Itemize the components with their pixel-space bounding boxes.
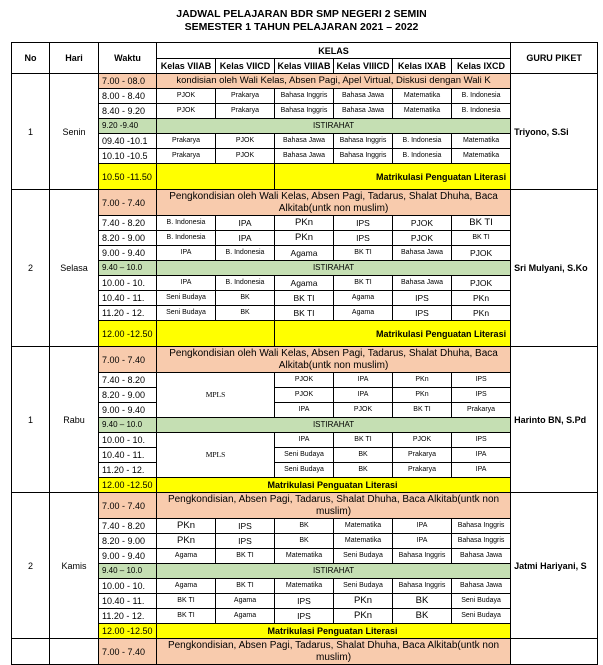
time-cell: 8.20 - 9.00 [99, 388, 157, 403]
subject-cell: Prakarya [157, 134, 216, 149]
subject-cell: IPS [216, 534, 275, 549]
subject-cell: BK TI [452, 216, 511, 231]
time-cell: 9.40 – 10.0 [99, 418, 157, 433]
subject-cell: BK TI [452, 231, 511, 246]
subject-cell: Bahasa Jawa [334, 89, 393, 104]
table-row [12, 448, 598, 463]
subject-cell: Bahasa Inggris [275, 89, 334, 104]
table-row [12, 164, 598, 190]
time-cell: 09.40 -10.1 [99, 134, 157, 149]
subject-cell: BK TI [216, 549, 275, 564]
day-number [12, 639, 50, 665]
day-name [50, 639, 99, 665]
time-cell: 9.00 - 9.40 [99, 246, 157, 261]
subject-cell: PKn [157, 519, 216, 534]
header-hari: Hari [50, 43, 99, 74]
day-name: Selasa [50, 190, 99, 347]
mpls-cell: MPLS [157, 433, 275, 478]
break-cell: ISTIRAHAT [157, 564, 511, 579]
day-name: Senin [50, 74, 99, 190]
subject-cell: B. Indonesia [452, 89, 511, 104]
header-class: Kelas VIICD [216, 59, 275, 74]
literacy-cell: Matrikulasi Penguatan Literasi [275, 164, 511, 190]
subject-cell: Matematika [393, 89, 452, 104]
subject-cell: IPA [334, 388, 393, 403]
time-cell: 7.00 - 08.0 [99, 74, 157, 89]
subject-cell: PJOK [216, 149, 275, 164]
guru-piket [511, 639, 598, 665]
schedule-subtitle: SEMESTER 1 TAHUN PELAJARAN 2021 – 2022 [184, 21, 419, 33]
time-cell: 12.00 -12.50 [99, 321, 157, 347]
subject-cell: Seni Budaya [275, 463, 334, 478]
subject-cell: IPA [334, 373, 393, 388]
table-row [12, 216, 598, 231]
subject-cell: Bahasa Inggris [393, 579, 452, 594]
time-cell: 7.00 - 7.40 [99, 493, 157, 519]
literacy-cell: Matrikulasi Penguatan Literasi [157, 624, 511, 639]
time-cell: 12.00 -12.50 [99, 478, 157, 493]
subject-cell: PKn [452, 306, 511, 321]
subject-cell: Seni Budaya [452, 609, 511, 624]
subject-cell: PKn [157, 534, 216, 549]
subject-cell: PKn [275, 216, 334, 231]
subject-cell: BK [216, 306, 275, 321]
subject-cell: IPS [275, 594, 334, 609]
day-number: 1 [12, 74, 50, 190]
table-row [12, 306, 598, 321]
table-row [12, 463, 598, 478]
subject-cell: IPA [275, 433, 334, 448]
guru-piket: Jatmi Hariyani, S [511, 493, 598, 639]
subject-cell: PJOK [393, 216, 452, 231]
time-cell: 9.20 -9.40 [99, 119, 157, 134]
subject-cell: IPS [334, 231, 393, 246]
table-row [12, 89, 598, 104]
subject-cell: PKn [275, 231, 334, 246]
subject-cell: IPA [393, 519, 452, 534]
table-row [12, 149, 598, 164]
activity-cell: kondisian oleh Wali Kelas, Absen Pagi, Apel Virtual, Diskusi dengan Wali K [157, 74, 511, 89]
header-guru-piket: GURU PIKET [511, 43, 598, 74]
subject-cell: IPA [157, 276, 216, 291]
subject-cell: B. Indonesia [216, 246, 275, 261]
subject-cell: Bahasa Jawa [452, 549, 511, 564]
header-waktu: Waktu [99, 43, 157, 74]
table-row [12, 624, 598, 639]
time-cell: 11.20 - 12. [99, 306, 157, 321]
subject-cell: IPA [452, 448, 511, 463]
table-row [12, 119, 598, 134]
subject-cell: Seni Budaya [334, 549, 393, 564]
blank-cell [157, 164, 275, 190]
subject-cell: IPA [275, 403, 334, 418]
break-cell: ISTIRAHAT [157, 418, 511, 433]
subject-cell: Agama [216, 594, 275, 609]
time-cell: 11.20 - 12. [99, 463, 157, 478]
time-cell: 10.00 - 10. [99, 276, 157, 291]
break-cell: ISTIRAHAT [157, 261, 511, 276]
literacy-cell: Matrikulasi Penguatan Literasi [157, 478, 511, 493]
time-cell: 9.00 - 9.40 [99, 549, 157, 564]
subject-cell: PJOK [334, 403, 393, 418]
subject-cell: BK [393, 594, 452, 609]
table-row [12, 403, 598, 418]
table-row [12, 134, 598, 149]
day-name: Kamis [50, 493, 99, 639]
table-row [12, 418, 598, 433]
subject-cell: Prakarya [216, 89, 275, 104]
table-row [12, 276, 598, 291]
time-cell: 8.40 - 9.20 [99, 104, 157, 119]
subject-cell: IPS [275, 609, 334, 624]
subject-cell: Prakarya [216, 104, 275, 119]
literacy-cell: Matrikulasi Penguatan Literasi [275, 321, 511, 347]
subject-cell: BK TI [216, 579, 275, 594]
schedule-title: JADWAL PELAJARAN BDR SMP NEGERI 2 SEMIN [176, 8, 427, 20]
time-cell: 10.00 - 10. [99, 579, 157, 594]
subject-cell: PJOK [275, 373, 334, 388]
subject-cell: Agama [216, 609, 275, 624]
time-cell: 7.00 - 7.40 [99, 190, 157, 216]
subject-cell: Matematika [393, 104, 452, 119]
subject-cell: Prakarya [452, 403, 511, 418]
subject-cell: Agama [334, 291, 393, 306]
header-class: Kelas VIIAB [157, 59, 216, 74]
subject-cell: BK [275, 534, 334, 549]
time-cell: 7.40 - 8.20 [99, 373, 157, 388]
subject-cell: Agama [275, 246, 334, 261]
table-row [12, 564, 598, 579]
subject-cell: PJOK [275, 388, 334, 403]
subject-cell: B. Indonesia [393, 149, 452, 164]
subject-cell: Prakarya [157, 149, 216, 164]
subject-cell: PJOK [216, 134, 275, 149]
subject-cell: BK TI [275, 306, 334, 321]
table-row [12, 231, 598, 246]
subject-cell: B. Indonesia [452, 104, 511, 119]
header-no: No [12, 43, 50, 74]
subject-cell: IPS [452, 373, 511, 388]
subject-cell: IPA [393, 534, 452, 549]
subject-cell: IPA [216, 216, 275, 231]
subject-cell: IPS [452, 433, 511, 448]
day-number: 1 [12, 347, 50, 493]
table-row [12, 493, 598, 519]
subject-cell: Agama [334, 306, 393, 321]
time-cell: 10.40 - 11. [99, 594, 157, 609]
subject-cell: IPA [452, 463, 511, 478]
activity-cell: Pengkondisian oleh Wali Kelas, Absen Pagi, Tadarus, Shalat Dhuha, Baca Alkitab(untk non muslim) [157, 347, 511, 373]
time-cell: 10.50 -11.50 [99, 164, 157, 190]
table-row [12, 261, 598, 276]
time-cell: 10.40 - 11. [99, 448, 157, 463]
subject-cell: Seni Budaya [334, 579, 393, 594]
subject-cell: Bahasa Jawa [275, 149, 334, 164]
subject-cell: IPA [157, 246, 216, 261]
subject-cell: B. Indonesia [393, 134, 452, 149]
subject-cell: Bahasa Inggris [334, 149, 393, 164]
subject-cell: Prakarya [393, 448, 452, 463]
time-cell: 7.00 - 7.40 [99, 347, 157, 373]
time-cell: 10.00 - 10. [99, 433, 157, 448]
subject-cell: Bahasa Inggris [393, 549, 452, 564]
table-row [12, 549, 598, 564]
subject-cell: B. Indonesia [157, 231, 216, 246]
subject-cell: B. Indonesia [216, 276, 275, 291]
table-row [12, 104, 598, 119]
subject-cell: Matematika [334, 534, 393, 549]
subject-cell: BK TI [275, 291, 334, 306]
subject-cell: Bahasa Jawa [393, 276, 452, 291]
subject-cell: IPS [393, 306, 452, 321]
header-class: Kelas IXAB [393, 59, 452, 74]
subject-cell: PJOK [157, 104, 216, 119]
activity-cell: Pengkondisian oleh Wali Kelas, Absen Pagi, Tadarus, Shalat Dhuha, Baca Alkitab(untk non muslim) [157, 190, 511, 216]
subject-cell: IPA [216, 231, 275, 246]
subject-cell: BK TI [157, 609, 216, 624]
table-row [12, 594, 598, 609]
subject-cell: Bahasa Jawa [334, 104, 393, 119]
subject-cell: BK [216, 291, 275, 306]
subject-cell: Matematika [275, 579, 334, 594]
subject-cell: Bahasa Inggris [334, 134, 393, 149]
blank-cell [157, 321, 275, 347]
table-row [12, 74, 598, 89]
subject-cell: PKn [393, 373, 452, 388]
table-row [12, 478, 598, 493]
subject-cell: Seni Budaya [157, 306, 216, 321]
header-row [12, 43, 598, 59]
subject-cell: Agama [275, 276, 334, 291]
subject-cell: BK [393, 609, 452, 624]
day-number: 2 [12, 493, 50, 639]
subject-cell: BK TI [157, 594, 216, 609]
subject-cell: B. Indonesia [157, 216, 216, 231]
guru-piket: Triyono, S.Si [511, 74, 598, 190]
subject-cell: IPS [334, 216, 393, 231]
subject-cell: BK [334, 448, 393, 463]
subject-cell: Bahasa Inggris [452, 534, 511, 549]
table-row [12, 519, 598, 534]
table-row [12, 347, 598, 373]
subject-cell: PKn [334, 594, 393, 609]
time-cell: 7.00 - 7.40 [99, 639, 157, 665]
header-class: Kelas VIIIAB [275, 59, 334, 74]
time-cell: 7.40 - 8.20 [99, 519, 157, 534]
activity-cell: Pengkondisian, Absen Pagi, Tadarus, Shalat Dhuha, Baca Alkitab(untk non muslim) [157, 639, 511, 665]
time-cell: 10.10 -10.5 [99, 149, 157, 164]
subject-cell: PJOK [452, 246, 511, 261]
subject-cell: PJOK [157, 89, 216, 104]
subject-cell: IPS [452, 388, 511, 403]
subject-cell: Seni Budaya [157, 291, 216, 306]
table-row [12, 246, 598, 261]
subject-cell: Matematika [452, 134, 511, 149]
table-row [12, 534, 598, 549]
time-cell: 9.40 – 10.0 [99, 564, 157, 579]
header-kelas: KELAS [157, 43, 511, 59]
time-cell: 10.40 - 11. [99, 291, 157, 306]
table-row [12, 291, 598, 306]
break-cell: ISTIRAHAT [157, 119, 511, 134]
schedule-table [11, 42, 598, 665]
subject-cell: Matematika [275, 549, 334, 564]
table-row [12, 373, 598, 388]
subject-cell: BK [275, 519, 334, 534]
subject-cell: Bahasa Inggris [452, 519, 511, 534]
subject-cell: PKn [452, 291, 511, 306]
subject-cell: Agama [157, 549, 216, 564]
time-cell: 12.00 -12.50 [99, 624, 157, 639]
guru-piket: Sri Mulyani, S.Ko [511, 190, 598, 347]
subject-cell: BK TI [393, 403, 452, 418]
subject-cell: PJOK [393, 433, 452, 448]
subject-cell: IPS [393, 291, 452, 306]
table-row [12, 321, 598, 347]
subject-cell: Bahasa Jawa [452, 579, 511, 594]
day-name: Rabu [50, 347, 99, 493]
header-class: Kelas IXCD [452, 59, 511, 74]
table-row [12, 579, 598, 594]
table-row [12, 433, 598, 448]
subject-cell: PJOK [393, 231, 452, 246]
subject-cell: PKn [334, 609, 393, 624]
time-cell: 8.00 - 8.40 [99, 89, 157, 104]
subject-cell: BK TI [334, 246, 393, 261]
time-cell: 9.00 - 9.40 [99, 403, 157, 418]
time-cell: 9.40 – 10.0 [99, 261, 157, 276]
table-row [12, 388, 598, 403]
guru-piket: Harinto BN, S.Pd [511, 347, 598, 493]
header-class: Kelas VIIICD [334, 59, 393, 74]
subject-cell: Bahasa Jawa [393, 246, 452, 261]
table-row [12, 609, 598, 624]
subject-cell: Bahasa Jawa [275, 134, 334, 149]
table-row [12, 639, 598, 665]
subject-cell: Seni Budaya [452, 594, 511, 609]
subject-cell: IPS [216, 519, 275, 534]
day-number: 2 [12, 190, 50, 347]
table-row [12, 190, 598, 216]
subject-cell: Agama [157, 579, 216, 594]
subject-cell: Seni Budaya [275, 448, 334, 463]
subject-cell: BK [334, 463, 393, 478]
mpls-cell: MPLS [157, 373, 275, 418]
subject-cell: BK TI [334, 433, 393, 448]
time-cell: 7.40 - 8.20 [99, 216, 157, 231]
time-cell: 8.20 - 9.00 [99, 534, 157, 549]
subject-cell: Matematika [334, 519, 393, 534]
subject-cell: Bahasa Inggris [275, 104, 334, 119]
subject-cell: BK TI [334, 276, 393, 291]
activity-cell: Pengkondisian, Absen Pagi, Tadarus, Shalat Dhuha, Baca Alkitab(untk non muslim) [157, 493, 511, 519]
subject-cell: PKn [393, 388, 452, 403]
subject-cell: Matematika [452, 149, 511, 164]
time-cell: 11.20 - 12. [99, 609, 157, 624]
subject-cell: Prakarya [393, 463, 452, 478]
time-cell: 8.20 - 9.00 [99, 231, 157, 246]
subject-cell: PJOK [452, 276, 511, 291]
